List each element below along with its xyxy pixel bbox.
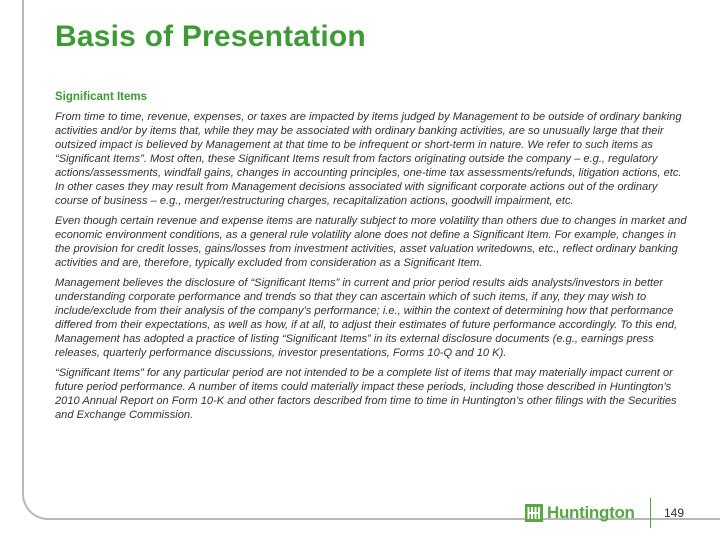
footer-divider	[650, 498, 651, 528]
paragraph-4: “Significant Items” for any particular period are not intended to be a complete list of items that may materially impact current or future period performance. A number of items could materially impact these periods, including those described in Huntington’s 2010 Annual Report on Form 10-K and other factors described from time to time in Huntington’s other filings with the Securities and Exchange Commission.	[55, 367, 677, 421]
slide-content	[55, 90, 690, 428]
paragraph-1: From time to time, revenue, expenses, or taxes are impacted by items judged by Management to be outside of ordinary banking activities and/or by items that, while they may be associated with ordinary banking activities, are so unusually large that their outsized impact is believed by Management at that time to be infrequent or short-term in nature. We refer to such items as “Significant Items”. Most often, these Significant Items result from factors originating outside the company – e.g., regulatory actions/assessments, windfall gains, changes in accounting principles, one-time tax assessments/refunds, litigation actions, etc. In other cases they may result from Management decisions associated with significant corporate actions out of the ordinary course of business – e.g., merger/restructuring charges, recapitalization actions, goodwill impairment, etc.	[55, 111, 682, 207]
paragraph-3: Management believes the disclosure of “Significant Items” in current and prior period results aids analysts/investors in better understanding corporate performance and trends so that they can ascertain which of such items, if any, they may wish to include/exclude from their analysis of the company’s performance; i.e., within the context of determining how that performance differed from their expectations, as well as how, if at all, to adjust their estimates of future performance accordingly. To this end, Management has adopted a practice of listing “Significant Items” in its external disclosure documents (e.g., earnings press releases, quarterly performance discussions, investor presentations, Forms 10-Q and 10 K).	[55, 277, 678, 359]
section-subhead: Significant Items	[55, 91, 148, 103]
logo-wordmark: Huntington	[547, 503, 635, 522]
page-number: 149	[664, 506, 685, 520]
paragraph-2: Even though certain revenue and expense items are naturally subject to more volatility than others due to changes in market and economic environment conditions, as a general rule volatility alone does not define a Significant Item. For example, changes in the provision for credit losses, gains/losses from investment activities, asset valuation writedowns, etc., reflect ordinary banking activities and are, therefore, typically excluded from consideration as a Significant Item.	[55, 215, 687, 269]
huntington-logo-icon	[525, 504, 543, 522]
slide-title: Basis of Presentation	[55, 20, 366, 53]
huntington-logo	[525, 503, 635, 523]
